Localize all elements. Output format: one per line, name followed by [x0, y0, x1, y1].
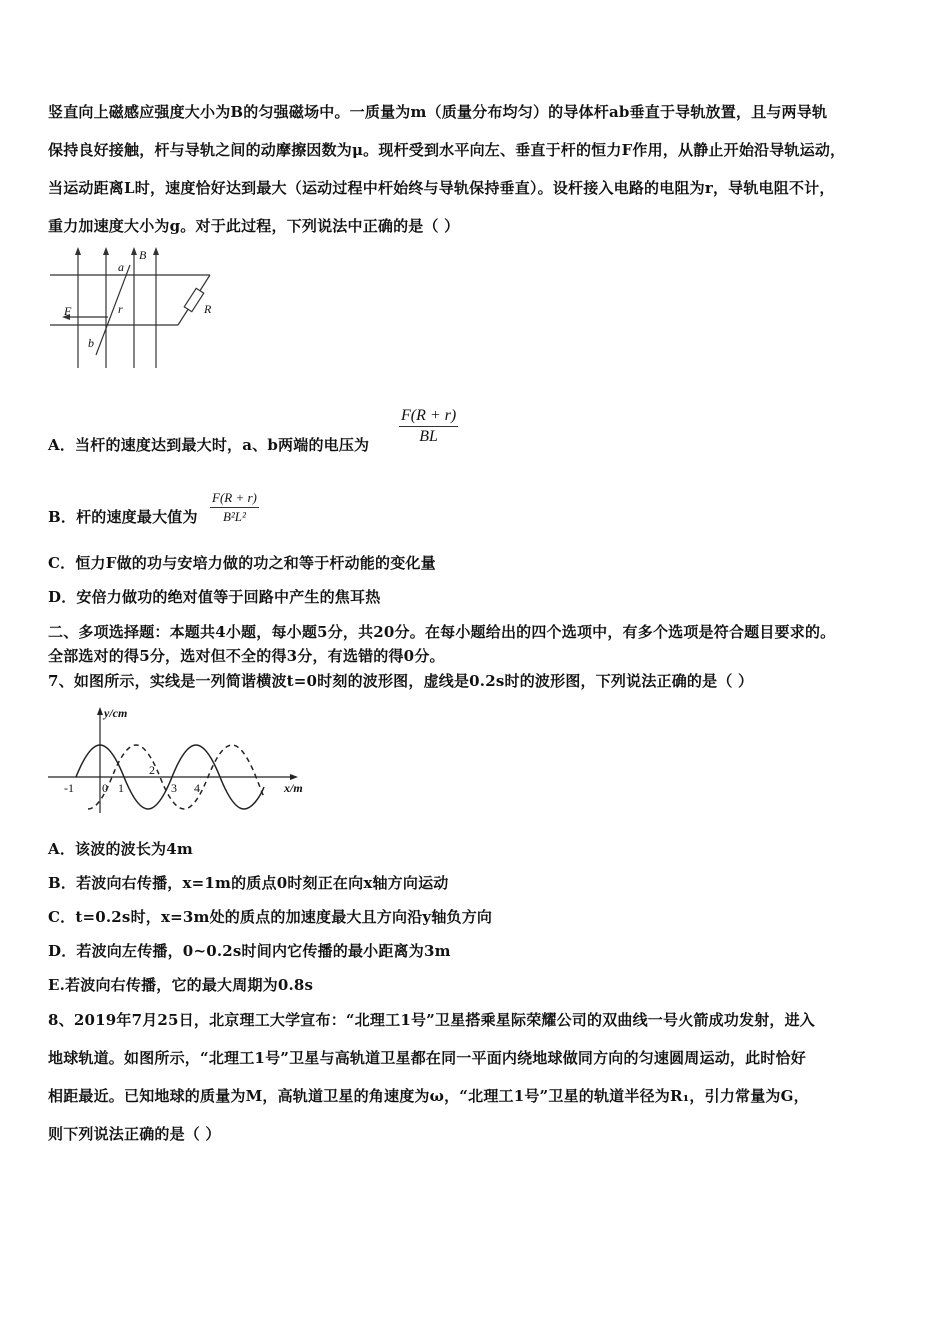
label-R: R — [204, 302, 212, 316]
p6-option-c: C．恒力F做的功与安培力做的功之和等于杆动能的变化量 — [48, 554, 436, 572]
tick-2: 2 — [149, 763, 155, 777]
x-axis-label: x/m — [284, 781, 303, 795]
p7-option-a: A．该波的波长为4m — [48, 840, 193, 858]
field-arrow-3 — [131, 247, 137, 255]
p8-stem-line-3: 相距最近。已知地球的质量为M，高轨道卫星的角速度为ω，“北理工1号”卫星的轨道半径为R₁，引力常量为G， — [48, 1087, 809, 1105]
p6-stem-line-3: 当运动距离L时，速度恰好达到最大（运动过程中杆始终与导轨保持垂直）。设杆接入电路的电阻为r，导轨电阻不计， — [48, 179, 835, 197]
p7-option-d: D．若波向左传播，0~0.2s时间内它传播的最小距离为3m — [48, 942, 451, 960]
tick-3: 3 — [171, 781, 177, 795]
p8-stem-line-4: 则下列说法正确的是（ ） — [48, 1125, 221, 1143]
p6-option-a: A．当杆的速度达到最大时，a、b两端的电压为 — [48, 436, 370, 454]
tick-neg1: -1 — [64, 781, 74, 795]
p8-stem-line-1: 8、2019年7月25日，北京理工大学宣布：“北理工1号”卫星搭乘星际荣耀公司的双曲线一号火箭成功发射，进入 — [48, 1011, 815, 1029]
field-arrow-1 — [75, 247, 81, 255]
x-axis-arrowhead — [290, 774, 298, 780]
tick-4: 4 — [194, 781, 200, 795]
p8-stem-line-2: 地球轨道。如图所示，“北理工1号”卫星与高轨道卫星都在同一平面内绕地球做同方向的匀速圆周运动，此时恰好 — [48, 1049, 806, 1067]
field-arrow-2 — [103, 247, 109, 255]
label-a: a — [118, 260, 124, 274]
section2-heading-line-2: 全部选对的得5分，选对但不全的得3分，有选错的得0分。 — [48, 647, 445, 665]
conductor-rod — [96, 265, 130, 355]
y-axis-label: y/cm — [104, 706, 128, 720]
label-r: r — [118, 302, 123, 316]
tick-0: 0 — [102, 781, 108, 795]
p6-option-b-denominator: B²L² — [222, 509, 246, 524]
p7-stem: 7、如图所示，实线是一列简谐横波t=0时刻的波形图，虚线是0.2s时的波形图，下列说法正确的是（ ） — [48, 672, 754, 690]
p6-stem-line-2: 保持良好接触，杆与导轨之间的动摩擦因数为μ。现杆受到水平向左、垂直于杆的恒力F作用，从静止开始沿导轨运动， — [48, 141, 846, 159]
p6-option-b-numerator: F(R + r) — [210, 490, 259, 508]
label-b: b — [88, 336, 94, 350]
p6-option-a-numerator: F(R + r) — [399, 407, 458, 427]
label-B: B — [139, 248, 147, 262]
y-axis-arrowhead — [97, 707, 103, 715]
p6-option-b-fraction — [210, 490, 259, 525]
wave-figure — [48, 705, 318, 820]
resistor-R — [184, 288, 204, 311]
p7-option-b: B．若波向右传播，x=1m的质点0时刻正在向x轴方向运动 — [48, 874, 449, 892]
p6-option-d: D．安倍力做功的绝对值等于回路中产生的焦耳热 — [48, 588, 381, 606]
tick-1: 1 — [118, 781, 124, 795]
p6-stem-line-4: 重力加速度大小为g。对于此过程，下列说法中正确的是（ ） — [48, 217, 460, 235]
p6-option-a-fraction — [399, 407, 458, 446]
p6-stem-line-1: 竖直向上磁感应强度大小为B的匀强磁场中。一质量为m（质量分布均匀）的导体杆ab垂直于导轨放置，且与两导轨 — [48, 103, 828, 121]
p7-option-e: E.若波向右传播，它的最大周期为0.8s — [48, 976, 314, 994]
label-F: F — [64, 304, 72, 318]
rail-circuit-figure — [48, 243, 223, 373]
p6-option-a-denominator: BL — [419, 428, 438, 445]
section2-heading-line-1: 二、多项选择题：本题共4小题，每小题5分，共20分。在每小题给出的四个选项中，有多个选项是符合题目要求的。 — [48, 623, 836, 641]
p7-option-c: C．t=0.2s时，x=3m处的质点的加速度最大且方向沿y轴负方向 — [48, 908, 493, 926]
p6-option-b: B．杆的速度最大值为 — [48, 508, 198, 526]
field-arrow-4 — [153, 247, 159, 255]
